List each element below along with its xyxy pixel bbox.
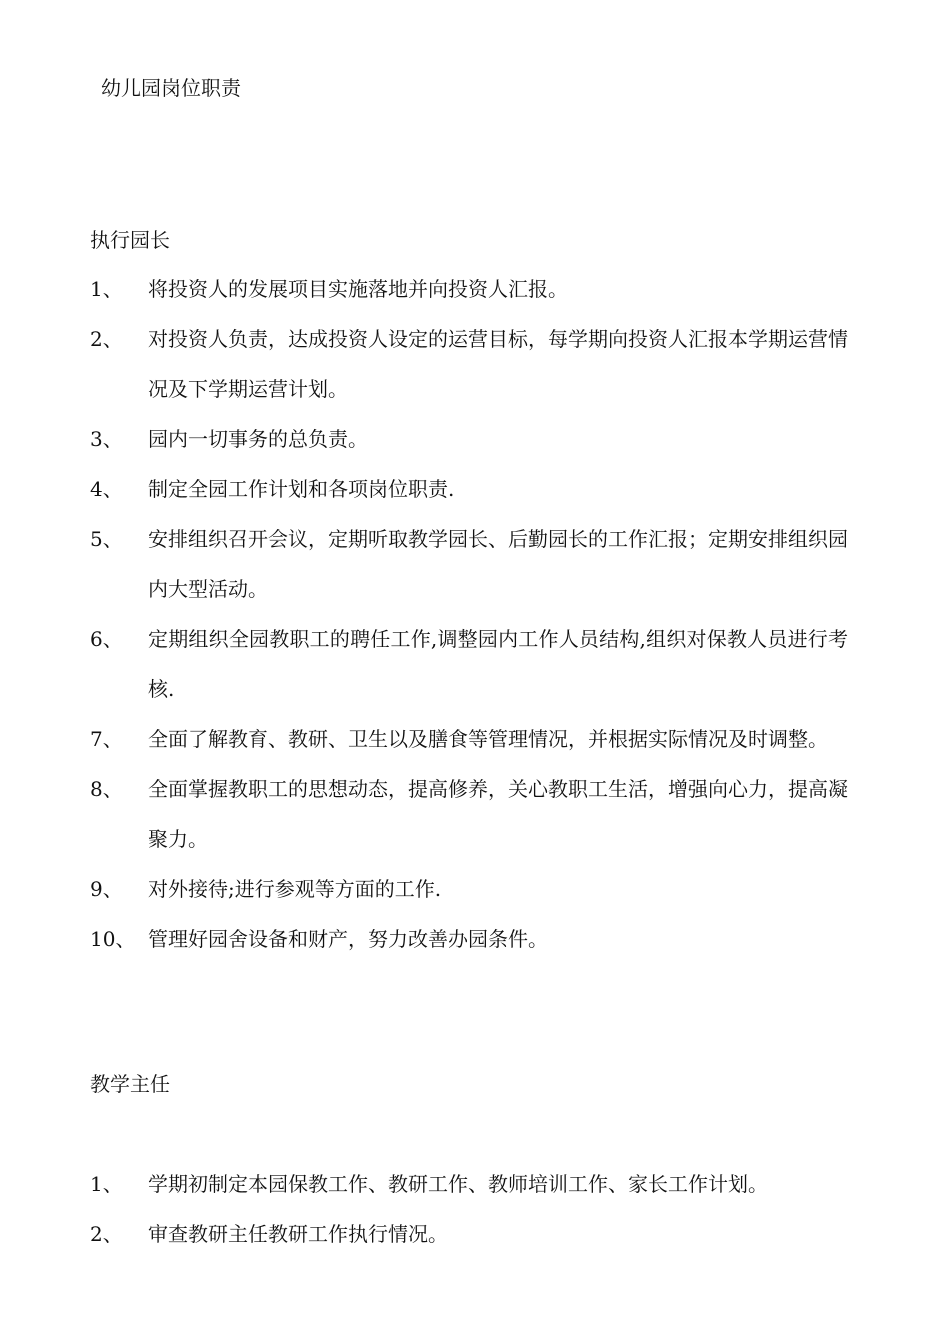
item-text: 学期初制定本园保教工作、教研工作、教师培训工作、家长工作计划。 bbox=[148, 1172, 768, 1196]
list-item bbox=[0, 514, 950, 614]
section-heading-teaching-director: 教学主任 bbox=[90, 1072, 170, 1096]
item-text: 园内一切事务的总负责。 bbox=[148, 427, 368, 451]
item-text: 将投资人的发展项目实施落地并向投资人汇报。 bbox=[148, 277, 568, 301]
item-text: 对外接待;进行参观等方面的工作. bbox=[148, 877, 442, 901]
list-item bbox=[0, 914, 950, 964]
item-number: 2、 bbox=[90, 327, 123, 351]
executive-principal-duties-list bbox=[0, 264, 950, 964]
item-number: 1、 bbox=[90, 277, 123, 301]
list-item bbox=[0, 264, 950, 314]
item-text: 审查教研主任教研工作执行情况。 bbox=[148, 1222, 448, 1246]
section-heading-executive-principal: 执行园长 bbox=[90, 228, 170, 252]
list-item bbox=[0, 414, 950, 464]
item-text: 全面了解教育、教研、卫生以及膳食等管理情况，并根据实际情况及时调整。 bbox=[148, 727, 828, 751]
item-number: 2、 bbox=[90, 1222, 123, 1246]
item-number: 10、 bbox=[90, 927, 136, 951]
item-number: 9、 bbox=[90, 877, 123, 901]
item-text: 全面掌握教职工的思想动态，提高修养，关心教职工生活，增强向心力，提高凝聚力。 bbox=[148, 777, 848, 851]
list-item bbox=[0, 1209, 950, 1259]
document-title: 幼儿园岗位职责 bbox=[101, 76, 241, 100]
item-number: 6、 bbox=[90, 627, 123, 651]
item-text: 安排组织召开会议，定期听取教学园长、后勤园长的工作汇报；定期安排组织园内大型活动。 bbox=[148, 527, 848, 601]
list-item bbox=[0, 314, 950, 414]
list-item bbox=[0, 1159, 950, 1209]
list-item bbox=[0, 714, 950, 764]
item-text: 对投资人负责，达成投资人设定的运营目标，每学期向投资人汇报本学期运营情况及下学期运营计划。 bbox=[148, 327, 848, 401]
item-number: 7、 bbox=[90, 727, 123, 751]
item-text: 制定全园工作计划和各项岗位职责. bbox=[148, 477, 455, 501]
item-text: 管理好园舍设备和财产，努力改善办园条件。 bbox=[148, 927, 548, 951]
item-number: 4、 bbox=[90, 477, 123, 501]
list-item bbox=[0, 864, 950, 914]
item-number: 5、 bbox=[90, 527, 123, 551]
item-number: 8、 bbox=[90, 777, 123, 801]
item-number: 3、 bbox=[90, 427, 123, 451]
teaching-director-duties-list bbox=[0, 1159, 950, 1259]
list-item bbox=[0, 764, 950, 864]
list-item bbox=[0, 614, 950, 714]
item-number: 1、 bbox=[90, 1172, 123, 1196]
list-item bbox=[0, 464, 950, 514]
item-text: 定期组织全园教职工的聘任工作,调整园内工作人员结构,组织对保教人员进行考核. bbox=[148, 627, 848, 701]
